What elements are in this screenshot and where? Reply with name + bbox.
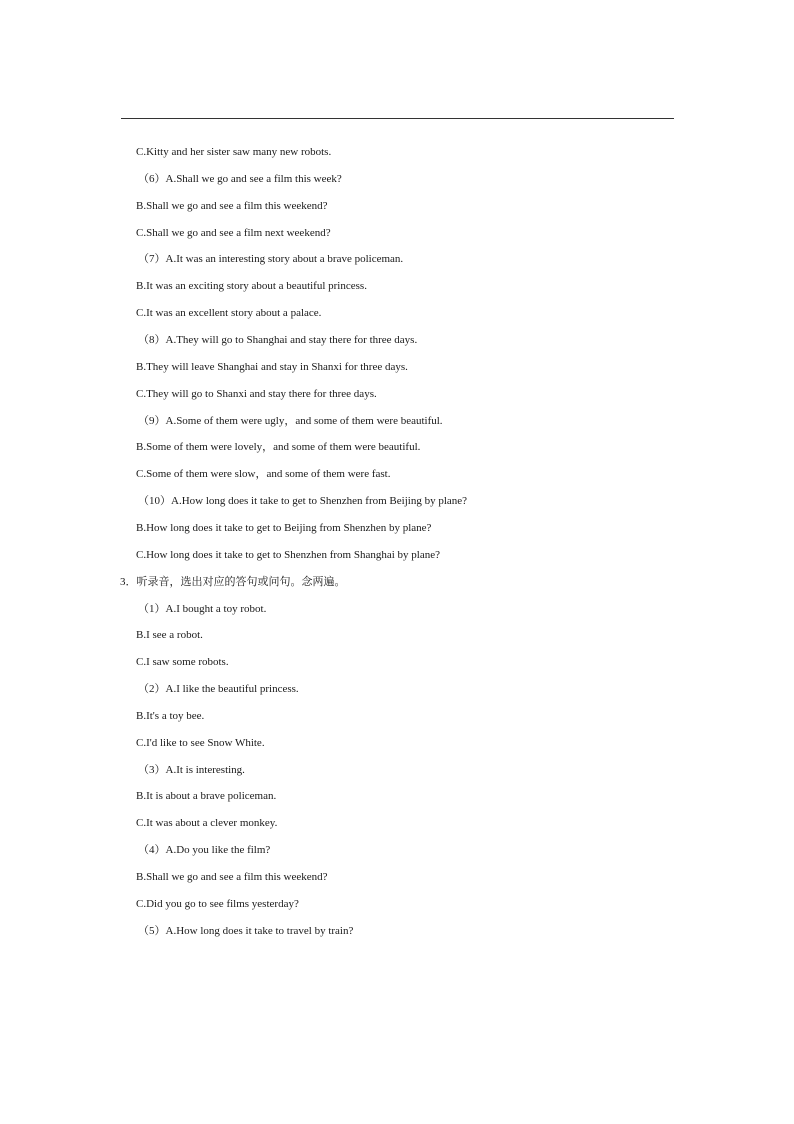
section-heading: 3．听录音，选出对应的答句或问句。念两遍。 xyxy=(120,575,346,588)
option-line: C.It was about a clever monkey. xyxy=(136,817,278,830)
option-line: B.Shall we go and see a film this weekend? xyxy=(136,199,328,212)
option-line: C.Shall we go and see a film next weekend? xyxy=(136,226,331,239)
option-line: B.I see a robot. xyxy=(136,629,203,642)
question-line: （3）A.It is interesting. xyxy=(138,763,245,776)
option-line: B.It's a toy bee. xyxy=(136,709,205,722)
option-line: C.Some of them were slow，and some of them were fast. xyxy=(136,468,391,481)
option-line: C.They will go to Shanxi and stay there for three days. xyxy=(136,387,377,400)
question-line: （7）A.It was an interesting story about a brave policeman. xyxy=(138,253,404,266)
question-line: （8）A.They will go to Shanghai and stay there for three days. xyxy=(138,334,418,346)
question-line: （2）A.I like the beautiful princess. xyxy=(138,683,299,695)
option-line: C.Did you go to see films yesterday? xyxy=(136,897,299,910)
option-line: B.They will leave Shanghai and stay in Shanxi for three days. xyxy=(136,360,408,373)
option-line: C.I saw some robots. xyxy=(136,656,229,669)
option-line: B.It was an exciting story about a beautiful princess. xyxy=(136,280,367,293)
option-line: B.It is about a brave policeman. xyxy=(136,790,277,803)
question-line: （9）A.Some of them were ugly，and some of them were beautiful. xyxy=(138,414,443,427)
option-line: B.Shall we go and see a film this weekend? xyxy=(136,871,328,883)
question-line: （1）A.I bought a toy robot. xyxy=(138,602,267,615)
option-line: C.Kitty and her sister saw many new robots. xyxy=(136,146,332,158)
option-line: C.How long does it take to get to Shenzhen from Shanghai by plane? xyxy=(136,548,440,561)
option-line: C.I'd like to see Snow White. xyxy=(136,736,265,749)
question-line: （10）A.How long does it take to get to Shenzhen from Beijing by plane? xyxy=(138,495,468,508)
question-line: （6）A.Shall we go and see a film this week? xyxy=(138,172,342,185)
question-line: （5）A.How long does it take to travel by train? xyxy=(138,924,354,937)
question-line: （4）A.Do you like the film? xyxy=(138,844,271,857)
option-line: C.It was an excellent story about a palace. xyxy=(136,307,322,320)
option-line: B.How long does it take to get to Beijing from Shenzhen by plane? xyxy=(136,521,432,534)
header-rule xyxy=(121,118,674,119)
option-line: B.Some of them were lovely，and some of them were beautiful. xyxy=(136,441,421,454)
